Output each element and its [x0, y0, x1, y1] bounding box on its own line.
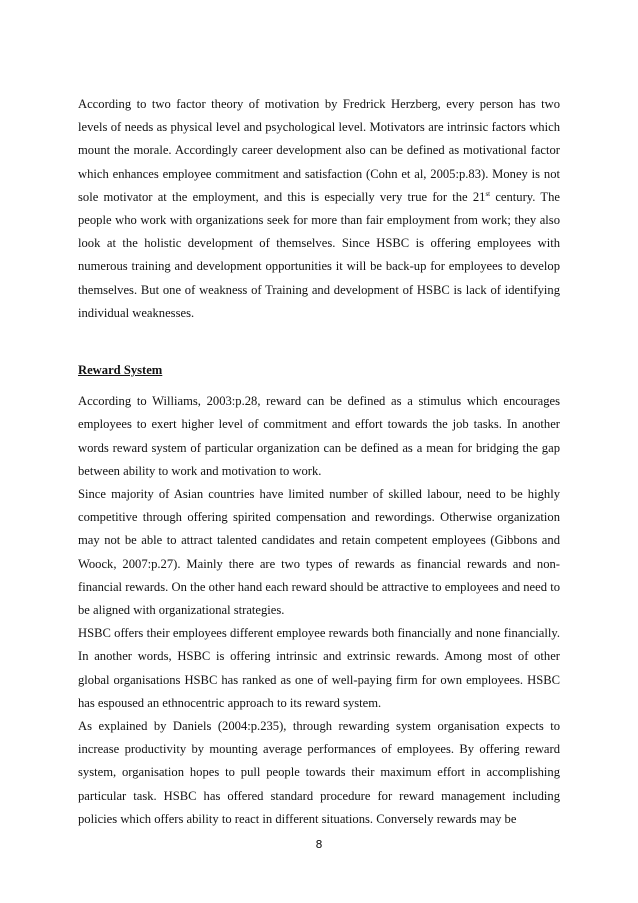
paragraph-herzberg: [78, 93, 560, 325]
paragraph-reward-definition: According to Williams, 2003:p.28, reward can be defined as a stimulus which encourages employees to exert higher level of commitment and effort towards the job tasks. In another words reward system of particular organization can be defined as a mean for bridging the gap between ability to work and motivation to work.: [78, 394, 560, 478]
paragraph-herzberg-part-1: According to two factor theory of motivation by Fredrick Herzberg, every person has two levels of needs as physical level and psychological level. Motivators are intrinsic factors which mount the morale. Accordingly career development also can be defined as motivational factor which enhances employee commitment and satisfaction (Cohn et al, 2005:p.83). Money is not sole motivator at the employment, and this is especially very true for the 21: [78, 97, 560, 204]
ordinal-superscript: st: [485, 189, 491, 198]
page-number: 8: [315, 838, 323, 851]
paragraph-herzberg-part-2: century. The people who work with organizations seek for more than fair employment from work; they also look at the holistic development of themselves. Since HSBC is offering employees with numerous training and development opportunities it will be back-up for employees to develop themselves. But one of weakness of Training and development of HSBC is lack of identifying individual weaknesses.: [78, 189, 560, 320]
page-body: [78, 93, 560, 831]
heading-spacer: [78, 382, 560, 390]
section-spacer: [78, 325, 560, 359]
paragraph-hsbc-rewards: HSBC offers their employees different employee rewards both financially and none financially. In another words, HSBC is offering intrinsic and extrinsic rewards. Among most of other global organisations HSBC has ranked as one of well-paying firm for own employees. HSBC has espoused an ethnocentric approach to its reward system.: [78, 626, 560, 710]
paragraph-asian-labour: Since majority of Asian countries have limited number of skilled labour, need to be highly competitive through offering spirited compensation and rewordings. Otherwise organization may not be able to attract talented candidates and retain competent employees (Gibbons and Woock, 2007:p.27). Mainly there are two types of rewards as financial rewards and non-financial rewards. On the other hand each reward should be attractive to employees and need to be aligned with organizational strategies.: [78, 487, 560, 618]
paragraph-daniels: As explained by Daniels (2004:p.235), through rewarding system organisation expects to increase productivity by mounting average performances of employees. By offering reward system, organisation hopes to pull people towards their maximum effort in accomplishing particular task. HSBC has offered standard procedure for reward management including policies which offers ability to react in different situations. Conversely rewards may be: [78, 719, 560, 826]
section-heading-reward-system: Reward System: [78, 363, 163, 378]
